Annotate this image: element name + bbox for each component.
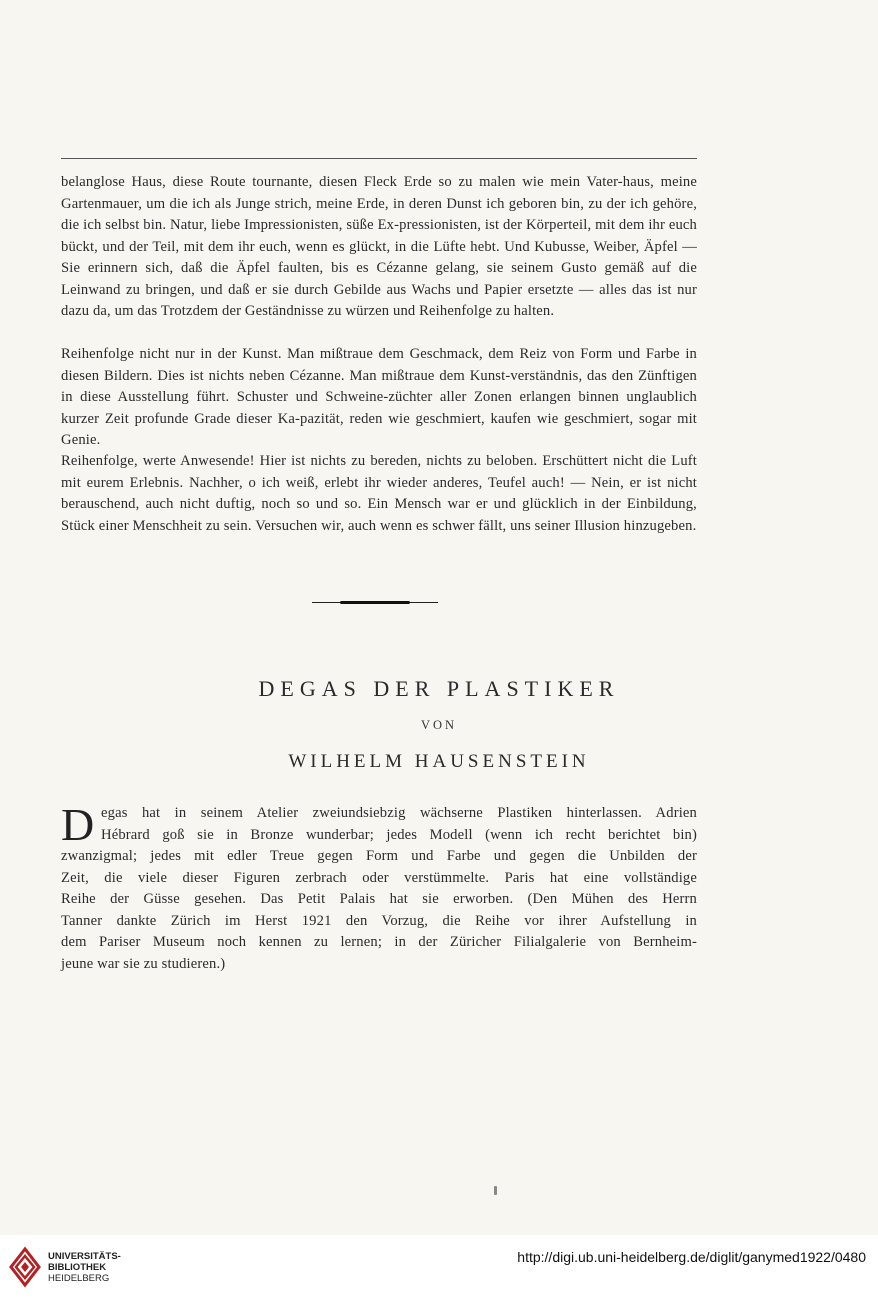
- paragraph-3: Reihenfolge, werte Anwesende! Hier ist nichts zu bereden, nichts zu beloben. Erschüttert nicht die Luft mit eurem Erlebnis. Nachher, o ich weiß, erlebt ihr wieder anderes, Teufel auch! — Nein, er ist nicht berauschend, auch nicht duftig, noch so und so. Ein Mensch war er und glücklich in der Einbildung, Stück einer Menschheit zu sein. Versuchen wir, auch wenn es schwer fällt, uns seiner Illusion hinzugeben.: [61, 453, 697, 534]
- university-library-logo-icon: [8, 1245, 42, 1291]
- body-line: dem Pariser Museum noch kennen zu lernen; in der Züricher Filialgalerie von Bernheim-: [61, 934, 697, 950]
- paper-speck: [494, 1186, 497, 1195]
- section-title: DEGAS DER PLASTIKER: [258, 676, 620, 701]
- section-author: WILHELM HAUSENSTEIN: [288, 751, 590, 772]
- section-ornament: [312, 601, 438, 604]
- paragraph-1: belanglose Haus, diese Route tournante, diesen Fleck Erde so zu malen wie mein Vater-haus, meine Gartenmauer, um die ich als Junge strich, meine Erde, in deren Dunst ich geboren bin, zu der ich gehöre, die ich selbst bin. Natur, liebe Impressionisten, süße Ex-pressionisten, ist der Körperteil, mit dem ihr euch bückt, und der Teil, mit dem ihr euch, wenn es glückt, in die Lüfte hebt. Und Kubusse, Weiber, Äpfel — Sie erinnern sich, daß die Äpfel faulten, bis es Cézanne gelang, sie seinem Gusto gemäß auf die Leinwand zu bringen, und daß er sie durch Gebilde aus Wachs und Papier ersetzte — alles das ist nur dazu da, um das Trotzdem der Geständnisse zu würzen und Reihenfolge zu halten.: [61, 174, 697, 319]
- section-byline-von: VON: [420, 718, 458, 732]
- body-line: egas hat in seinem Atelier zweiundsiebzig wächserne Plastiken hinterlassen. Adrien: [101, 805, 697, 821]
- paragraph-2: Reihenfolge nicht nur in der Kunst. Man mißtraue dem Geschmack, dem Reiz von Form und Farbe in diesen Bildern. Dies ist nichts neben Cézanne. Man mißtraue dem Kunst-verständnis, das den Zünftigen in diese Ausstellung führt. Schuster und Schweine-züchter aller Zonen erlangen binnen unglaublich kurzer Zeit profunde Grade dieser Ka-pazität, reden wie geschmiert, kaufen wie geschmiert, sogar mit Genie.: [61, 346, 697, 448]
- permalink-url[interactable]: http://digi.ub.uni-heidelberg.de/diglit/ganymed1922/0480: [517, 1249, 866, 1265]
- article-body: [61, 799, 697, 975]
- body-line: jeune war sie zu studieren.): [61, 955, 226, 972]
- library-name-line3: HEIDELBERG: [48, 1273, 110, 1284]
- body-line: Hébrard goß sie in Bronze wunderbar; jedes Modell (wenn ich recht berichtet bin): [101, 826, 697, 843]
- library-name-line2: BIBLIOTHEK: [48, 1262, 107, 1273]
- body-line: Reihe der Güsse gesehen. Das Petit Palais hat sie erworben. (Den Mühen des Herrn: [61, 891, 697, 907]
- drop-cap: D: [61, 799, 95, 850]
- body-line: Tanner dankte Zürich im Herst 1921 den Vorzug, die Reihe vor ihrer Aufstellung in: [61, 912, 697, 929]
- ornament-thick-line: [340, 601, 410, 604]
- header-rule: [61, 158, 697, 159]
- body-line: zwanzigmal; jedes mit edler Treue gegen Form und Farbe und gegen die Unbilden der: [61, 848, 697, 864]
- footer-bar: [0, 1235, 878, 1298]
- library-name-line1: UNIVERSITÄTS-: [48, 1251, 121, 1262]
- body-line: Zeit, die viele dieser Figuren zerbrach oder verstümmelte. Paris hat eine vollständige: [61, 869, 697, 886]
